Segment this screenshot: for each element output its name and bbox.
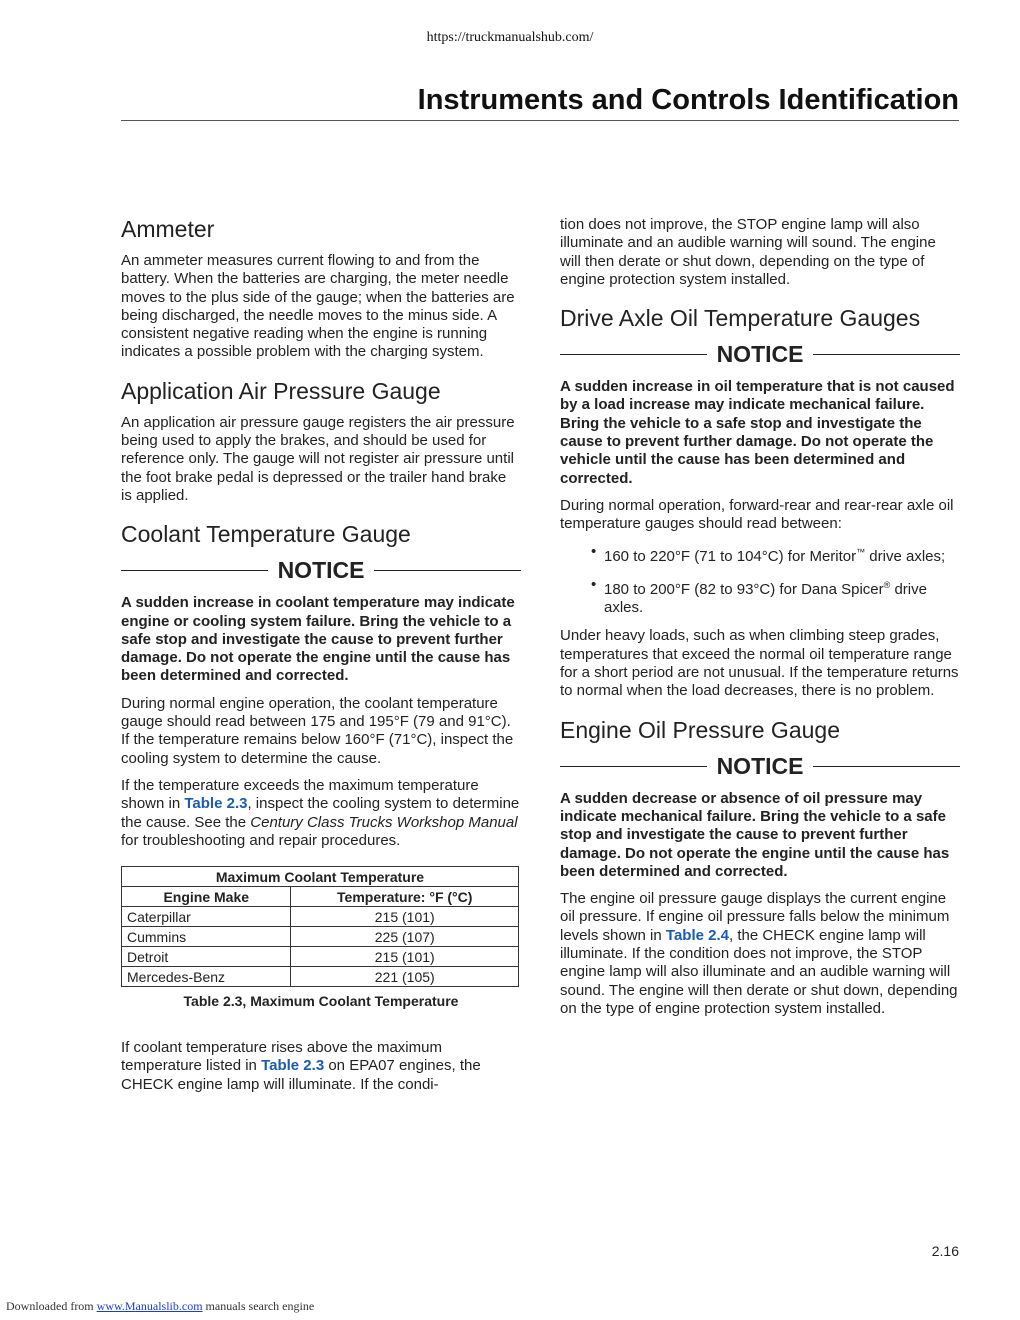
table-2-3-link[interactable]: Table 2.3 xyxy=(184,795,248,813)
notice-label: NOTICE xyxy=(277,557,365,584)
coolant-heading: Coolant Temperature Gauge xyxy=(121,521,411,548)
notice-rule-left xyxy=(560,766,707,767)
coolant-p2: If the temperature exceeds the maximum temperature shown in Table 2.3, inspect the cooling system to determine the cause. See the Century Class Trucks Workshop Manual for troubleshooting and repair procedures. xyxy=(121,776,520,849)
app-air-text: An application air pressure gauge registers the air pressure being used to apply the brakes, and should be used for reference only. The gauge will not register air pressure until the foot brake pedal is depressed or the trailer hand brake is applied. xyxy=(121,413,515,504)
list-item: • 180 to 200°F (82 to 93°C) for Dana Spicer® drive axles. xyxy=(604,576,960,618)
table-2-3-link-2[interactable]: Table 2.3 xyxy=(261,1057,325,1075)
notice-rule-right xyxy=(813,766,960,767)
axle-temp-list xyxy=(560,543,960,618)
oil-pressure-heading: Engine Oil Pressure Gauge xyxy=(560,716,840,743)
drive-axle-p1: During normal operation, forward-rear and rear-rear axle oil temperature gauges should read between: xyxy=(560,496,954,533)
col-header-make: Engine Make xyxy=(122,887,291,907)
coolant-temp-table xyxy=(121,866,519,987)
table-title: Maximum Coolant Temperature xyxy=(122,867,519,887)
coolant-notice-text: A sudden increase in coolant temperature may indicate engine or cooling system failure. Bring the vehicle to a safe stop and investigate the cause to prevent further damage. Do not operate the engine until the cause has been determined and corrected. xyxy=(121,594,515,685)
continued-text: tion does not improve, the STOP engine lamp will also illuminate and an audible warning will sound. The engine will then derate or shut down, depending on the type of engine protection system installed. xyxy=(560,216,936,288)
coolant-p3: If coolant temperature rises above the maximum temperature listed in Table 2.3 on EPA07 engines, the CHECK engine lamp will illuminate. If the condi- xyxy=(121,1039,481,1093)
manualslib-link[interactable]: www.Manualslib.com xyxy=(96,1299,203,1313)
table-row: Cummins 225 (107) xyxy=(122,927,519,947)
oil-pressure-notice-text: A sudden decrease or absence of oil pressure may indicate mechanical failure. Bring the vehicle to a safe stop and investigate the cause to prevent further damage. Do not operate the engine until the cause has been determined and corrected. xyxy=(560,789,950,880)
notice-rule-right xyxy=(813,354,960,355)
notice-rule-right xyxy=(374,570,521,571)
notice-label: NOTICE xyxy=(716,752,804,779)
notice-rule-left xyxy=(560,354,707,355)
drive-axle-notice-text: A sudden increase in oil temperature that is not caused by a load increase may indicate mechanical failure. Bring the vehicle to a safe stop and investigate the cause to prevent further damage. Do not operate the vehicle until the cause has been determined and corrected. xyxy=(560,378,955,487)
table-row: Mercedes-Benz 221 (105) xyxy=(122,967,519,987)
right-column xyxy=(560,216,960,1027)
drive-axle-notice-banner xyxy=(560,341,960,368)
drive-axle-p2: Under heavy loads, such as when climbing steep grades, temperatures that exceed the normal oil temperature range for a short period are not unusual. If the temperature returns to normal when the load decreases, there is no problem. xyxy=(560,627,959,700)
notice-rule-left xyxy=(121,570,268,571)
app-air-heading: Application Air Pressure Gauge xyxy=(121,377,441,404)
coolant-p1: During normal engine operation, the coolant temperature gauge should read between 175 and 195°F (79 and 91°C). If the temperature remains below 160°F (71°C), inspect the cooling system to determine the cause. xyxy=(121,694,514,767)
workshop-manual-title: Century Class Trucks Workshop Manual xyxy=(250,813,518,831)
title-divider xyxy=(121,120,959,121)
page-title: Instruments and Controls Identification xyxy=(417,84,959,116)
drive-axle-heading: Drive Axle Oil Temperature Gauges xyxy=(560,305,921,332)
notice-label: NOTICE xyxy=(716,341,804,368)
ammeter-heading: Ammeter xyxy=(121,216,215,242)
page-number: 2.16 xyxy=(931,1243,959,1259)
list-item: • 160 to 220°F (71 to 104°C) for Meritor™ drive axles; xyxy=(604,543,960,566)
table-caption: Table 2.3, Maximum Coolant Temperature xyxy=(183,993,459,1010)
ammeter-text: An ammeter measures current flowing to and from the battery. When the batteries are charging, the meter needle moves to the plus side of the gauge; when the batteries are being discharged, the needle moves to the minus side. A consistent negative reading when the engine is running indicates a possible problem with the charging system. xyxy=(121,252,515,361)
coolant-notice-banner xyxy=(121,557,521,584)
source-url: https://truckmanualshub.com/ xyxy=(426,30,594,45)
download-footer: Downloaded from www.Manualslib.com manuals search engine xyxy=(6,1299,315,1313)
left-column xyxy=(121,214,521,1103)
col-header-temp: Temperature: °F (°C) xyxy=(291,887,519,907)
oil-pressure-notice-banner xyxy=(560,753,960,780)
table-row: Caterpillar 215 (101) xyxy=(122,907,519,927)
table-2-4-link[interactable]: Table 2.4 xyxy=(665,926,729,944)
table-row: Detroit 215 (101) xyxy=(122,947,519,967)
oil-pressure-p1: The engine oil pressure gauge displays the current engine oil pressure. If engine oil pressure falls below the minimum levels shown in Table 2.4, the CHECK engine lamp will illuminate. If the condition does not improve, the STOP engine lamp will also illuminate and an audible warning will sound. The engine will then derate or shut down, depending on the type of engine protection system installed. xyxy=(560,890,958,1017)
